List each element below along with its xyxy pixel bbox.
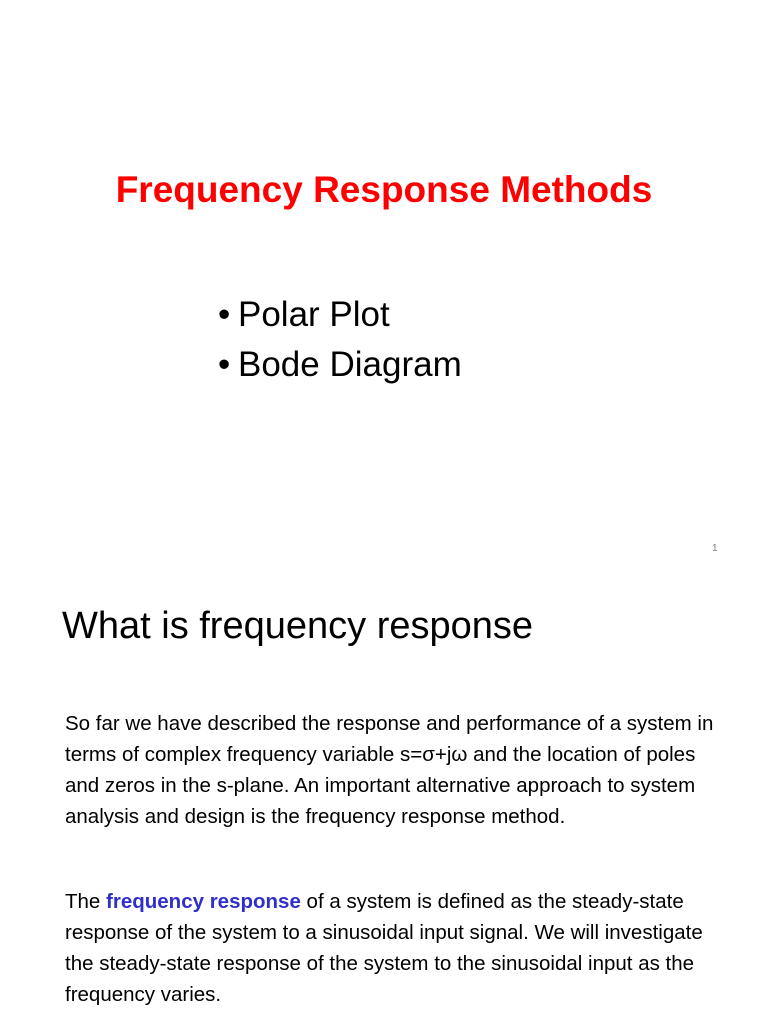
- slide-title: What is frequency response: [62, 605, 534, 647]
- bullet-list: [218, 290, 462, 390]
- page-number: 1: [712, 543, 718, 554]
- highlighted-term: frequency response: [106, 890, 301, 913]
- paragraph: [65, 886, 725, 1010]
- bullet-item-polar-plot: [218, 290, 462, 340]
- slide-title: Frequency Response Methods: [115, 169, 653, 210]
- bullet-label: Polar Plot: [238, 295, 390, 334]
- bullet-item-bode-diagram: [218, 340, 462, 390]
- slide-2: [0, 560, 768, 1024]
- paragraph: So far we have described the response and performance of a system in terms of complex frequency variable s=σ+jω and the location of poles and zeros in the s-plane. An important alternative approach to system analysis and design is the frequency response method.: [65, 712, 714, 828]
- paragraph-prefix: The: [65, 890, 107, 913]
- paragraph-rest: of a system is defined as the steady-state response of the system to a sinusoidal input signal. We will investigate the steady-state response of the system to the sinusoidal input as the frequency varies.: [65, 890, 703, 1006]
- bullet-label: Bode Diagram: [238, 345, 462, 384]
- bullet-icon: •: [218, 295, 231, 334]
- bullet-icon: •: [218, 345, 231, 384]
